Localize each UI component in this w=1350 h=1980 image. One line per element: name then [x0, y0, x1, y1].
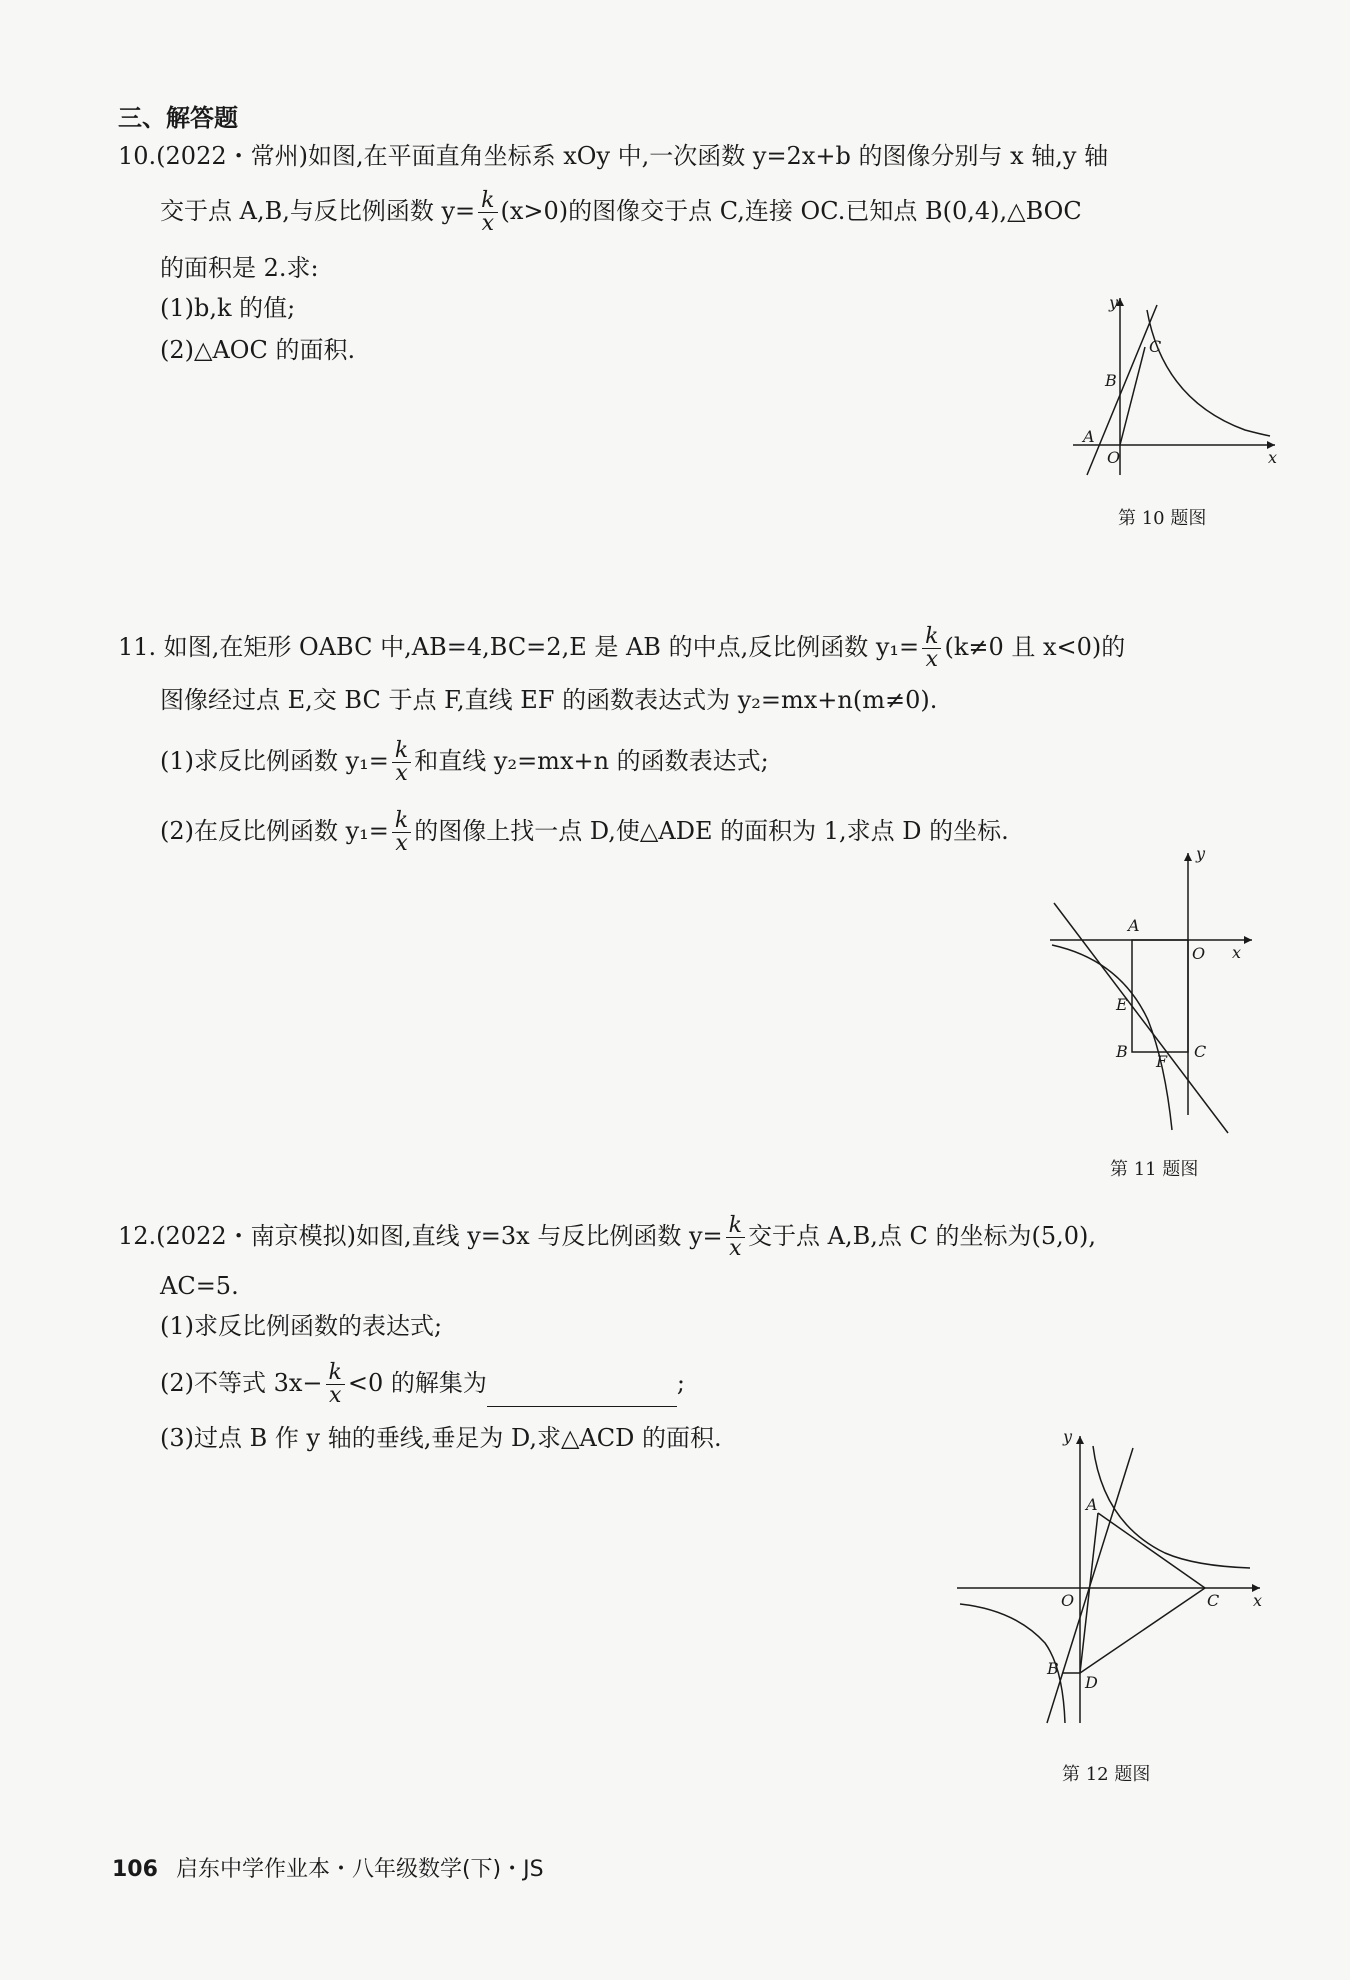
q11-label-y: y: [1196, 845, 1206, 863]
q10-fraction: $\frac{k}{x}$: [478, 190, 497, 235]
q11-caption: 第 11 题图: [1110, 1159, 1199, 1180]
q12-part-1: (1)求反比例函数的表达式;: [160, 1312, 443, 1340]
q10-line-2b: (x>0)的图像交于点 C,连接 OC.已知点 B(0,4),△BOC: [500, 197, 1082, 225]
q10-line-2a: 交于点 A,B,与反比例函数 y=: [160, 197, 476, 225]
section-title: 三、解答题: [118, 104, 238, 132]
q11-line-2: 图像经过点 E,交 BC 于点 F,直线 EF 的函数表达式为 y₂=mx+n(m≠0).: [160, 686, 938, 714]
q11-label-c: C: [1194, 1042, 1207, 1061]
q10-line-3: 的面积是 2.求:: [160, 254, 319, 282]
q11-fraction-2: $\frac{k}{x}$: [392, 740, 411, 785]
q11-fraction-3: $\frac{k}{x}$: [392, 810, 411, 855]
q11-part-2a: (2)在反比例函数 y₁=: [160, 817, 389, 845]
q10-label-a: A: [1083, 427, 1095, 446]
q12-label-x: x: [1253, 1591, 1263, 1610]
q10-label-y: y: [1109, 293, 1119, 312]
q11-label-x: x: [1232, 943, 1242, 962]
q10-label-x: x: [1268, 448, 1278, 467]
q12-line-1a: 12.(2022・南京模拟)如图,直线 y=3x 与反比例函数 y=: [118, 1222, 723, 1250]
q10-linear-graph: [1087, 305, 1157, 475]
q12-caption: 第 12 题图: [1062, 1764, 1151, 1785]
q10-caption: 第 10 题图: [1118, 508, 1207, 529]
q12-segment-ad: [1080, 1513, 1098, 1673]
q12-hyperbola-branch-1: [1093, 1446, 1250, 1568]
q11-label-f: F: [1156, 1052, 1168, 1071]
q10-line-1: 10.(2022・常州)如图,在平面直角坐标系 xOy 中,一次函数 y=2x+b 的图像分别与 x 轴,y 轴: [118, 142, 1109, 170]
q10-label-c: C: [1149, 337, 1162, 356]
q11-part-1a: (1)求反比例函数 y₁=: [160, 747, 389, 775]
q10-hyperbola: [1147, 310, 1270, 436]
q10-part-1: (1)b,k 的值;: [160, 294, 296, 322]
page-number: 106: [112, 1857, 158, 1882]
q11-fraction-1: $\frac{k}{x}$: [922, 626, 941, 671]
q10-segment-oc: [1120, 347, 1145, 445]
q12-segment-ac: [1098, 1513, 1205, 1588]
q12-label-o: O: [1061, 1591, 1075, 1610]
q11-part-2: [160, 810, 1009, 855]
q11-hyperbola: [1052, 945, 1172, 1130]
q12-label-d: D: [1085, 1673, 1098, 1692]
q10-part-2: (2)△AOC 的面积.: [160, 336, 356, 364]
q12-label-a: A: [1086, 1495, 1098, 1514]
q11-line-1b: (k≠0 且 x<0)的: [944, 633, 1126, 661]
q10-figure: [1065, 290, 1285, 480]
q12-part-2b: <0 的解集为: [347, 1369, 487, 1397]
q11-label-a: A: [1128, 916, 1140, 935]
q12-fraction-2: $\frac{k}{x}$: [326, 1362, 345, 1407]
q12-figure: [955, 1428, 1275, 1728]
q12-label-y: y: [1063, 1428, 1073, 1446]
q11-part-1b: 和直线 y₂=mx+n 的函数表达式;: [414, 747, 769, 775]
q11-line-1: [118, 626, 1125, 671]
answer-blank[interactable]: [487, 1382, 677, 1407]
page-footer: [112, 1852, 544, 1883]
q12-part-3: (3)过点 B 作 y 轴的垂线,垂足为 D,求△ACD 的面积.: [160, 1424, 722, 1452]
q11-part-1: [160, 740, 769, 785]
q12-line-2: AC=5.: [160, 1272, 239, 1300]
q11-rectangle: [1132, 940, 1188, 1052]
q12-part-2: [160, 1362, 685, 1407]
q10-label-o: O: [1107, 448, 1121, 467]
q11-label-b: B: [1116, 1042, 1128, 1061]
q12-segment-cd: [1080, 1588, 1205, 1673]
q10-label-b: B: [1105, 371, 1117, 390]
q12-line-1: [118, 1215, 1096, 1260]
q12-label-b: B: [1047, 1659, 1059, 1678]
q10-line-2: [160, 190, 1082, 235]
q11-line-ef: [1054, 903, 1228, 1133]
q11-label-e: E: [1116, 995, 1128, 1014]
book-title: 启东中学作业本・八年级数学(下)・JS: [175, 1857, 544, 1882]
q12-part-2a: (2)不等式 3x−: [160, 1369, 323, 1397]
q11-line-1a: 11. 如图,在矩形 OABC 中,AB=4,BC=2,E 是 AB 的中点,反比例函数 y₁=: [118, 633, 920, 661]
q11-part-2b: 的图像上找一点 D,使△ADE 的面积为 1,求点 D 的坐标.: [414, 817, 1009, 845]
q12-label-c: C: [1207, 1591, 1220, 1610]
q11-label-o: O: [1192, 944, 1206, 963]
q12-line-1b: 交于点 A,B,点 C 的坐标为(5,0),: [747, 1222, 1096, 1250]
q12-part-2c: ;: [676, 1369, 685, 1397]
q11-figure: [1040, 845, 1280, 1135]
q12-fraction-1: $\frac{k}{x}$: [726, 1215, 745, 1260]
